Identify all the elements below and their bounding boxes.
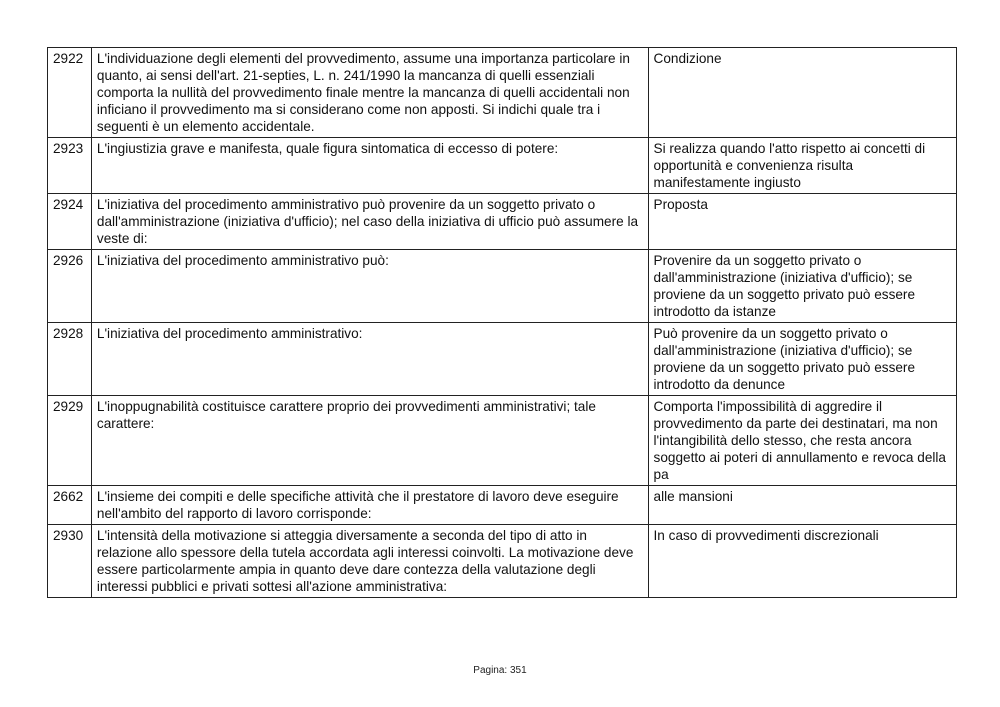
answer-text: Comporta l'impossibilità di aggredire il provvedimento da parte dei destinatari, ma non l'intangibilità dello stesso, che resta ancora soggetto ai poteri di annullamento e revoca della pa bbox=[648, 396, 956, 486]
question-number: 2926 bbox=[48, 250, 92, 323]
question-number: 2930 bbox=[48, 525, 92, 598]
table-row bbox=[48, 138, 957, 194]
table-row bbox=[48, 48, 957, 138]
question-number: 2922 bbox=[48, 48, 92, 138]
question-text: L'ingiustizia grave e manifesta, quale figura sintomatica di eccesso di potere: bbox=[91, 138, 648, 194]
table-row bbox=[48, 525, 957, 598]
question-text: L'iniziativa del procedimento amministrativo può: bbox=[91, 250, 648, 323]
question-text: L'individuazione degli elementi del provvedimento, assume una importanza particolare in quanto, ai sensi dell'art. 21-septies, L. n. 241/1990 la mancanza di quelli essenziali comporta la nullità del provvedimento finale mentre la mancanza di quelli accidentali non inficiano il provvedimento ma si considerano come non apposti. Si indichi quale tra i seguenti è un elemento accidentale. bbox=[91, 48, 648, 138]
question-number: 2662 bbox=[48, 486, 92, 525]
question-text: L'iniziativa del procedimento amministrativo può provenire da un soggetto privato o dall'amministrazione (iniziativa d'ufficio); nel caso della iniziativa di ufficio può assumere la veste di: bbox=[91, 194, 648, 250]
table-row bbox=[48, 194, 957, 250]
question-text: L'insieme dei compiti e delle specifiche attività che il prestatore di lavoro deve eseguire nell'ambito del rapporto di lavoro corrisponde: bbox=[91, 486, 648, 525]
table-row bbox=[48, 396, 957, 486]
page-number: Pagina: 351 bbox=[473, 665, 527, 676]
answer-text: Si realizza quando l'atto rispetto ai concetti di opportunità e convenienza risulta manifestamente ingiusto bbox=[648, 138, 956, 194]
question-number: 2923 bbox=[48, 138, 92, 194]
answer-text: Proposta bbox=[648, 194, 956, 250]
answer-text: In caso di provvedimenti discrezionali bbox=[648, 525, 956, 598]
answer-text: Può provenire da un soggetto privato o dall'amministrazione (iniziativa d'ufficio); se proviene da un soggetto privato può essere introdotto da denunce bbox=[648, 323, 956, 396]
question-number: 2924 bbox=[48, 194, 92, 250]
question-text: L'intensità della motivazione si atteggia diversamente a seconda del tipo di atto in relazione allo spessore della tutela accordata agli interessi coinvolti. La motivazione deve essere particolarmente ampia in quanto deve dare contezza della valutazione degli interessi pubblici e privati sottesi all'azione amministrativa: bbox=[91, 525, 648, 598]
answer-text: Condizione bbox=[648, 48, 956, 138]
table-row bbox=[48, 250, 957, 323]
answer-text: alle mansioni bbox=[648, 486, 956, 525]
question-number: 2929 bbox=[48, 396, 92, 486]
table-row bbox=[48, 323, 957, 396]
question-text: L'iniziativa del procedimento amministrativo: bbox=[91, 323, 648, 396]
question-number: 2928 bbox=[48, 323, 92, 396]
answer-text: Provenire da un soggetto privato o dall'amministrazione (iniziativa d'ufficio); se proviene da un soggetto privato può essere introdotto da istanze bbox=[648, 250, 956, 323]
question-text: L'inoppugnabilità costituisce carattere proprio dei provvedimenti amministrativi; tale carattere: bbox=[91, 396, 648, 486]
question-table bbox=[47, 47, 957, 598]
table-row bbox=[48, 486, 957, 525]
